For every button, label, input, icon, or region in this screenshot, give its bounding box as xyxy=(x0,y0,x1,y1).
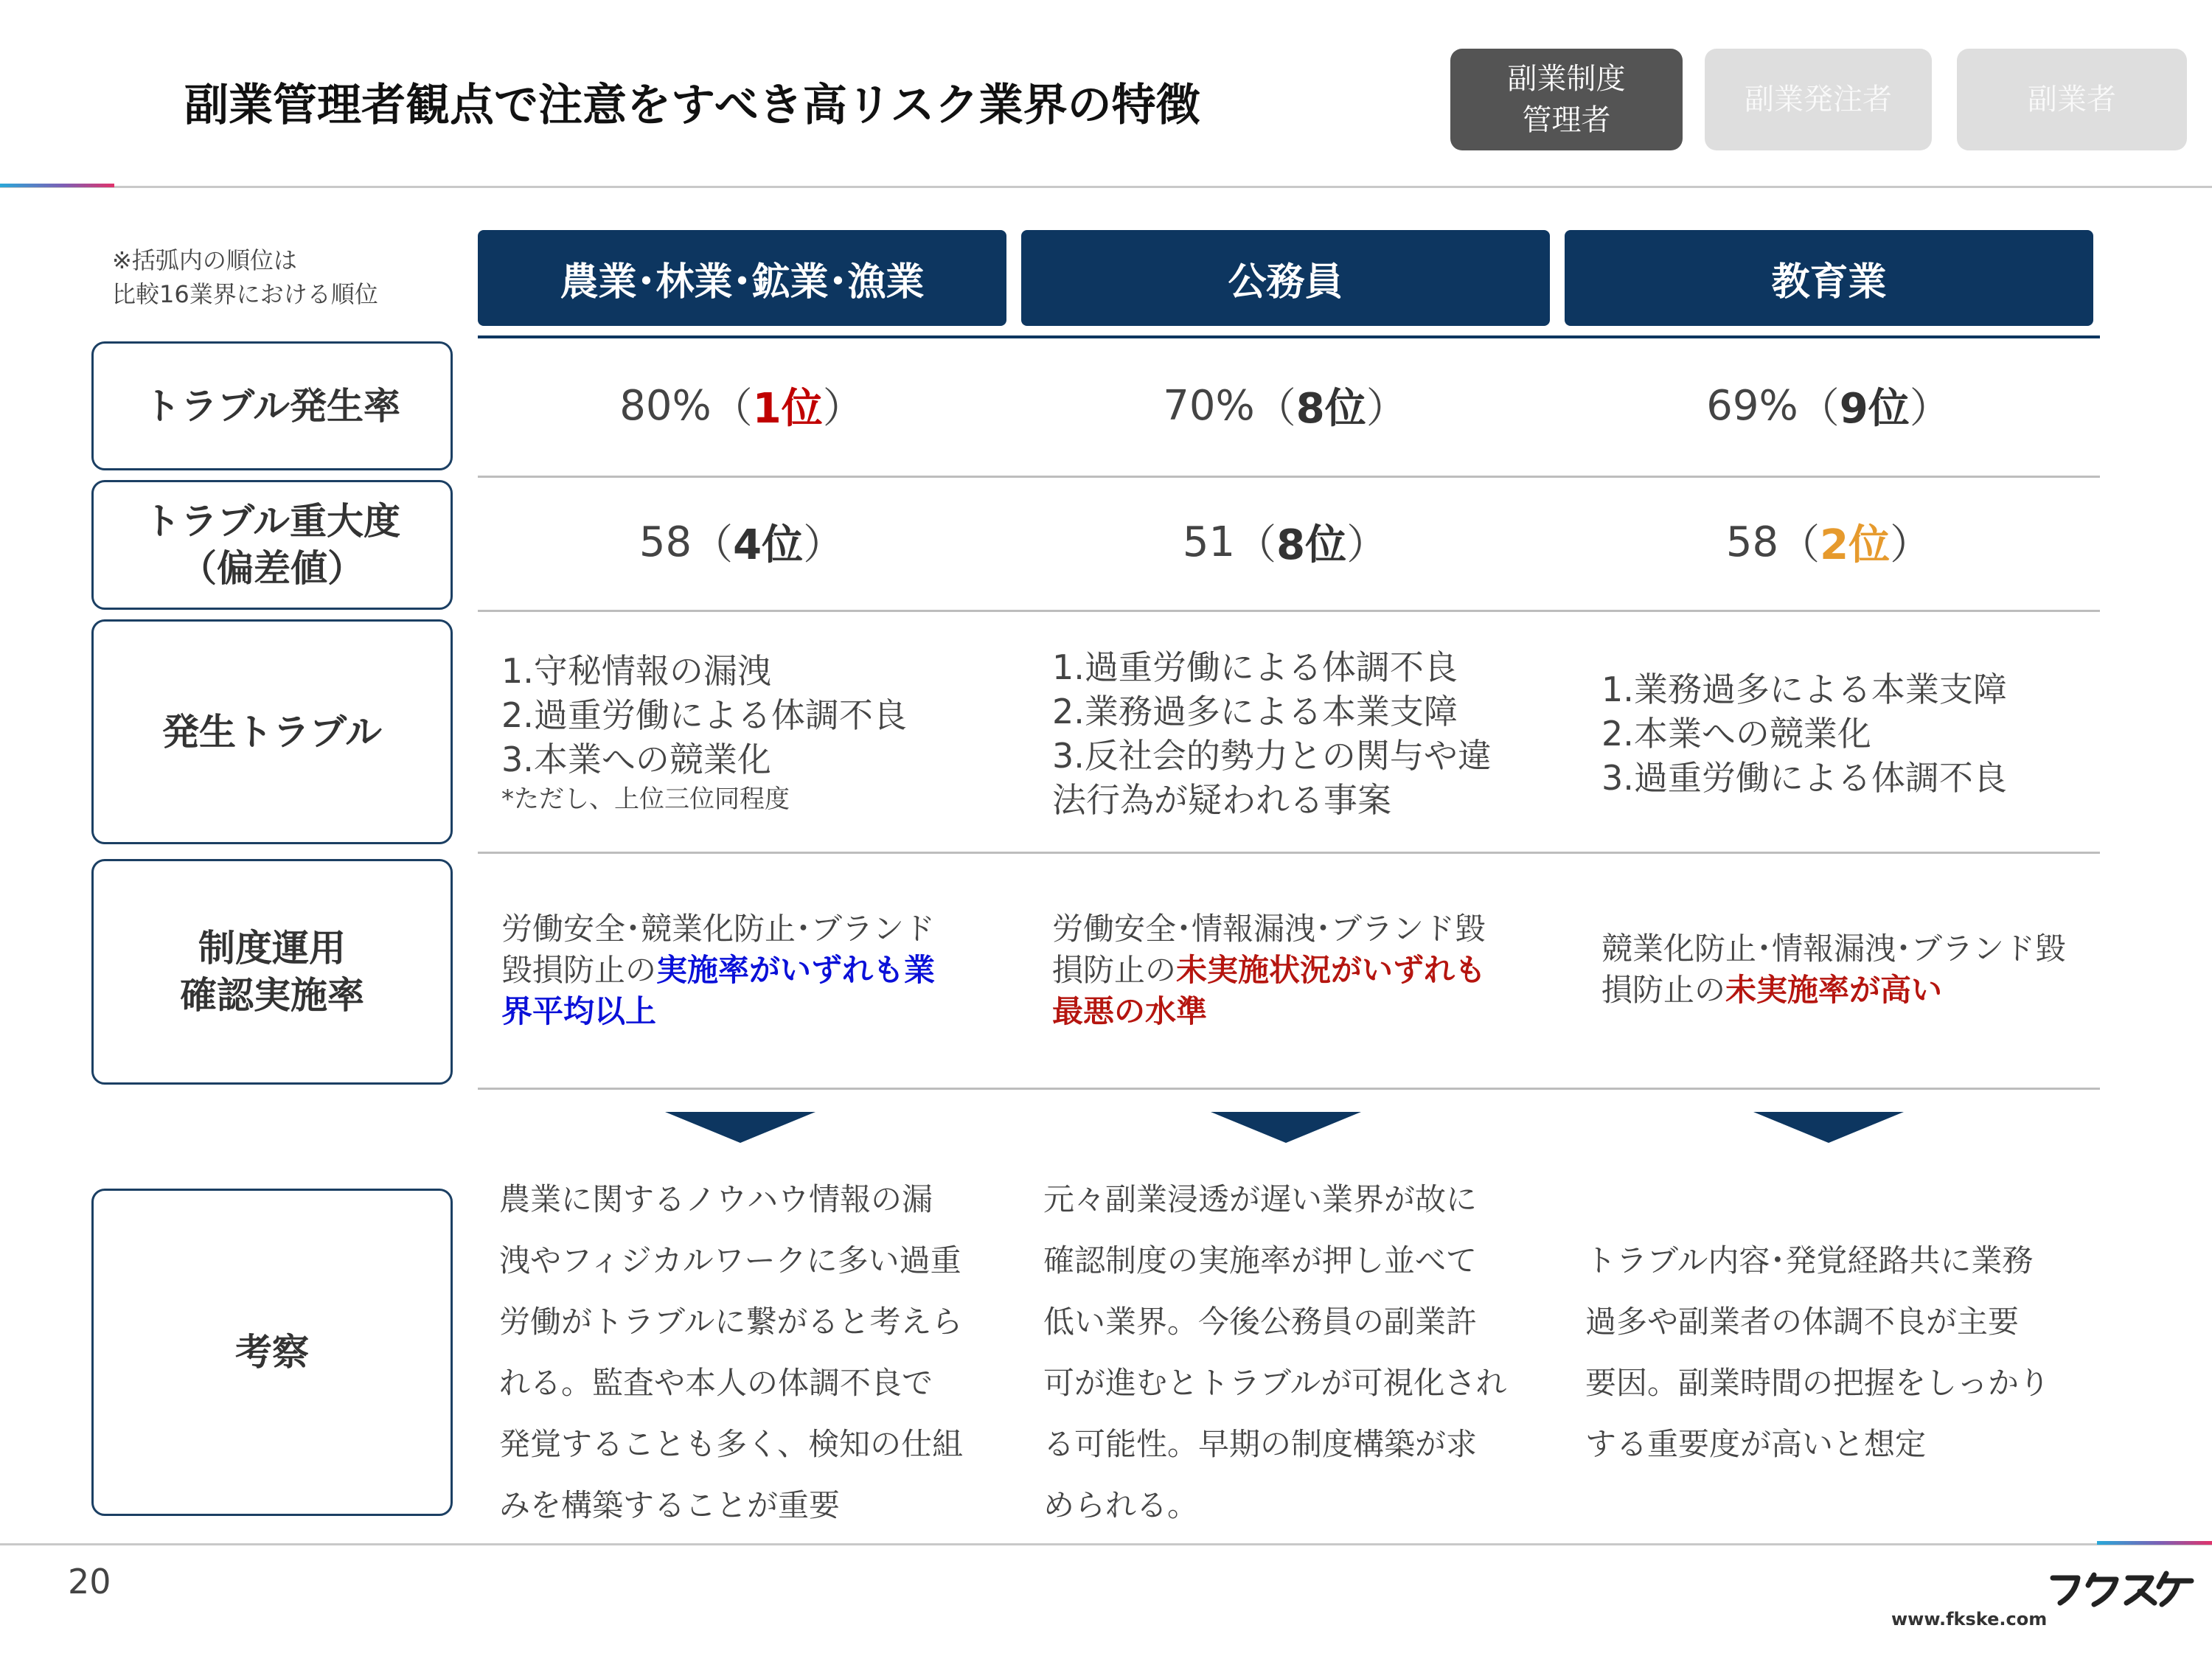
severity-education: 58 （ 2位 ） xyxy=(1563,509,2094,575)
text-line: 低い業界。今後公務員の副業許 xyxy=(1043,1304,1478,1340)
row-divider xyxy=(478,1088,2100,1090)
list-note: *ただし、上位三位同程度 xyxy=(501,785,790,814)
trouble-rate-value: 70% xyxy=(1163,381,1255,430)
page-title: 副業管理者観点で注意をすべき高リスク業界の特徴 xyxy=(184,80,1200,131)
highlight-text: 未実施状況がいずれも xyxy=(1176,952,1486,988)
page-number: 20 xyxy=(68,1562,111,1601)
troubles-education xyxy=(1601,667,2007,800)
column-header-education: 教育業 xyxy=(1565,230,2093,326)
text-line: 競業化防止･情報漏洩･ブランド毀 xyxy=(1601,931,2067,967)
logo-icon xyxy=(2048,1569,2196,1607)
text-line: 労働がトラブルに繋がると考えら xyxy=(499,1304,963,1340)
list-item: 2.業務過多による本業支障 xyxy=(1052,692,1458,731)
list-item: 1.守秘情報の漏洩 xyxy=(501,651,771,691)
text-line: 過多や副業者の体調不良が主要 xyxy=(1585,1304,2020,1340)
severity-agriculture: 58 （ 4位 ） xyxy=(476,509,1007,575)
highlight-text: 実施率がいずれも業 xyxy=(656,952,936,988)
text-line: 可が進むとトラブルが可視化され xyxy=(1043,1365,1507,1401)
severity-rank: 4位 xyxy=(733,521,804,569)
trouble-rate-value: 80% xyxy=(619,381,712,430)
text-line: められる。 xyxy=(1043,1487,1199,1523)
consideration-agriculture xyxy=(499,1169,978,1536)
text-line: 損防止の xyxy=(1052,952,1177,988)
troubles-agriculture xyxy=(501,649,907,817)
rank-note: ※括弧内の順位は 比較16業界における順位 xyxy=(112,246,378,308)
highlight-text: 界平均以上 xyxy=(501,993,657,1029)
text-line: 労働安全･競業化防止･ブランド xyxy=(501,911,936,947)
text-line: 元々副業浸透が遅い業界が故に xyxy=(1043,1181,1478,1217)
row-divider xyxy=(478,610,2100,612)
down-arrow-icon xyxy=(665,1112,815,1143)
tab-side-job-worker[interactable]: 副業者 xyxy=(1957,49,2187,150)
column-header-public-servant: 公務員 xyxy=(1021,230,1550,326)
severity-value: 51 xyxy=(1182,518,1236,566)
consideration-public-servant xyxy=(1043,1169,1523,1536)
fukusuke-logo xyxy=(2048,1569,2196,1610)
down-arrow-icon xyxy=(1753,1112,1904,1143)
header-divider xyxy=(0,186,2212,188)
severity-public-servant: 51 （ 8位 ） xyxy=(1020,509,1551,575)
down-arrow-icon xyxy=(1211,1112,1361,1143)
column-header-agriculture: 農業･林業･鉱業･漁業 xyxy=(478,230,1006,326)
operation-public-servant xyxy=(1052,908,1486,1032)
severity-value: 58 xyxy=(639,518,692,566)
row-label-severity: トラブル重大度 （偏差値） xyxy=(91,480,453,610)
list-item: 1.業務過多による本業支障 xyxy=(1601,669,2007,709)
list-item: 3.反社会的勢力との関与や違 xyxy=(1052,736,1492,776)
website-url[interactable]: www.fkske.com xyxy=(1891,1609,2048,1630)
trouble-rate-education: 69% （ 9位 ） xyxy=(1563,372,2094,439)
trouble-rate-rank: 1位 xyxy=(752,385,823,433)
severity-rank: 8位 xyxy=(1276,521,1347,569)
list-item: 2.本業への競業化 xyxy=(1601,714,1871,754)
row-label-operation: 制度運用 確認実施率 xyxy=(91,859,453,1085)
row-divider xyxy=(478,476,2100,478)
text-line: れる。監査や本人の体調不良で xyxy=(499,1365,933,1401)
severity-rank: 2位 xyxy=(1820,521,1891,569)
operation-education xyxy=(1601,928,2066,1011)
list-item: 3.本業への競業化 xyxy=(501,740,771,779)
operation-agriculture xyxy=(501,908,935,1032)
accent-bar xyxy=(0,184,114,187)
trouble-rate-value: 69% xyxy=(1706,381,1798,430)
text-line: みを構築することが重要 xyxy=(499,1487,841,1523)
list-item: 3.過重労働による体調不良 xyxy=(1601,758,2007,798)
row-label-consideration: 考察 xyxy=(91,1189,453,1516)
footer-divider xyxy=(0,1543,2212,1545)
troubles-public-servant xyxy=(1052,645,1492,822)
severity-value: 58 xyxy=(1725,518,1779,566)
text-line: 発覚することも多く、検知の仕組 xyxy=(499,1426,964,1462)
column-header-underline xyxy=(478,335,2100,338)
text-line: トラブル内容･発覚経路共に業務 xyxy=(1585,1242,2034,1279)
text-line: 毀損防止の xyxy=(501,952,657,988)
text-line: 労働安全･情報漏洩･ブランド毀 xyxy=(1052,911,1486,947)
tab-side-job-manager[interactable]: 副業制度 管理者 xyxy=(1450,49,1683,150)
text-line: 洩やフィジカルワークに多い過重 xyxy=(499,1242,961,1279)
text-line: る可能性。早期の制度構築が求 xyxy=(1043,1426,1478,1462)
row-divider xyxy=(478,852,2100,854)
text-line: 要因。副業時間の把握をしっかり xyxy=(1585,1365,2051,1401)
highlight-text: 未実施率が高い xyxy=(1725,972,1943,1008)
row-label-troubles: 発生トラブル xyxy=(91,619,453,844)
list-item: 2.過重労働による体調不良 xyxy=(501,695,907,735)
list-item: 法行為が疑われる事案 xyxy=(1052,780,1391,820)
trouble-rate-agriculture: 80% （ 1位 ） xyxy=(476,372,1007,439)
text-line: 確認制度の実施率が押し並べて xyxy=(1043,1242,1478,1279)
highlight-text: 最悪の水準 xyxy=(1052,993,1208,1029)
row-label-trouble-rate: トラブル発生率 xyxy=(91,341,453,470)
consideration-education xyxy=(1585,1230,2065,1475)
text-line: する重要度が高いと想定 xyxy=(1585,1426,1927,1462)
list-item: 1.過重労働による体調不良 xyxy=(1052,647,1458,687)
accent-bar xyxy=(2097,1541,2212,1545)
text-line: 農業に関するノウハウ情報の漏 xyxy=(499,1181,933,1217)
tab-side-job-orderer[interactable]: 副業発注者 xyxy=(1705,49,1932,150)
text-line: 損防止の xyxy=(1601,972,1726,1008)
trouble-rate-rank: 9位 xyxy=(1839,385,1910,433)
trouble-rate-rank: 8位 xyxy=(1295,385,1366,433)
trouble-rate-public-servant: 70% （ 8位 ） xyxy=(1020,372,1551,439)
